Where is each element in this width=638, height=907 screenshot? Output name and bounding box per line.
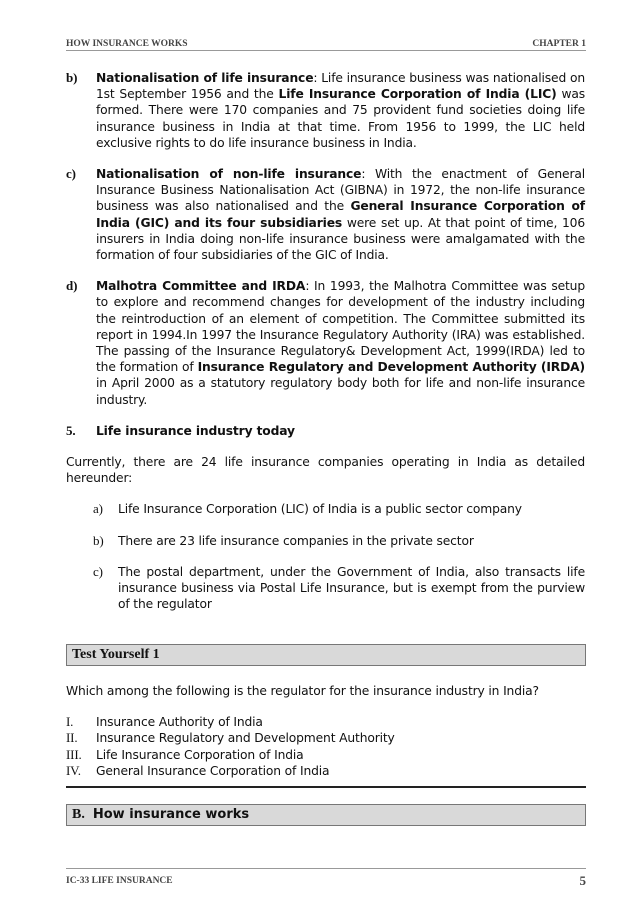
paragraph-text: were set up. At that point of time, 106 insurers in India doing non-life insurance business were amalgamated with the formation of four subsidiaries of the GIC of India. bbox=[96, 215, 586, 263]
answer-option bbox=[66, 763, 586, 779]
list-item bbox=[66, 533, 585, 549]
intro-paragraph: Currently, there are 24 life insurance companies operating in India as detailed hereunder: bbox=[66, 455, 585, 486]
paragraph-emphasis: General Insurance Corporation of India (GIC) and its four subsidiaries bbox=[96, 199, 585, 230]
option-marker: IV. bbox=[66, 763, 81, 779]
body-text bbox=[66, 70, 585, 627]
answer-option bbox=[66, 730, 586, 746]
paragraph-heading: Malhotra Committee and IRDA bbox=[96, 279, 306, 294]
paragraph-heading: Nationalisation of life insurance bbox=[96, 71, 314, 85]
answer-option bbox=[66, 714, 586, 730]
list-item bbox=[66, 501, 585, 517]
paragraph-text: : With the enactment of General Insurance Business Nationalisation Act (GIBNA) in 1972, the non-life insurance business was also nationalised and the bbox=[96, 167, 586, 214]
list-item-text: Life Insurance Corporation (LIC) of India is a public sector company bbox=[118, 502, 522, 517]
section-b-title: How insurance works bbox=[92, 807, 250, 822]
paragraph-marker: b) bbox=[66, 70, 78, 85]
header-title: HOW INSURANCE WORKS bbox=[66, 39, 188, 49]
footer-course: IC-33 LIFE INSURANCE bbox=[66, 876, 173, 886]
list-item-text: There are 23 life insurance companies in the private sector bbox=[118, 533, 474, 548]
answer-options bbox=[66, 714, 586, 780]
test-bottom-rule bbox=[66, 786, 586, 788]
paragraph-text: : Life insurance business was nationalised on 1st September 1956 and the bbox=[96, 71, 585, 102]
paragraph-d bbox=[66, 278, 585, 408]
list-marker: b) bbox=[93, 532, 104, 548]
paragraph-marker: c) bbox=[66, 166, 76, 182]
option-marker: III. bbox=[66, 746, 82, 762]
answer-option bbox=[66, 747, 586, 763]
list-marker: a) bbox=[93, 501, 103, 517]
test-yourself-box bbox=[66, 644, 586, 666]
option-marker: II. bbox=[66, 730, 78, 746]
option-text: Insurance Authority of India bbox=[96, 715, 263, 729]
list-item-text: The postal department, under the Government of India, also transacts life insurance business via Postal Life Insurance, but is exempt from the purview of the regulator bbox=[118, 564, 585, 612]
option-text: General Insurance Corporation of India bbox=[96, 764, 330, 779]
section-b-box bbox=[66, 804, 586, 826]
paragraph-text: in April 2000 as a statutory regulatory body both for life and non-life insurance industry. bbox=[96, 376, 585, 407]
paragraph-emphasis: Life Insurance Corporation of India (LIC) bbox=[278, 87, 557, 102]
page-number: 5 bbox=[579, 873, 586, 888]
page-header bbox=[66, 35, 586, 49]
option-text: Life Insurance Corporation of India bbox=[96, 747, 304, 762]
test-yourself-title: Test Yourself 1 bbox=[72, 647, 160, 662]
list-item bbox=[66, 564, 585, 613]
list-marker: c) bbox=[93, 563, 103, 579]
section-5-heading bbox=[66, 423, 585, 439]
paragraph-text: : In 1993, the Malhotra Committee was setup to explore and recommend changes for development of the industry including the reintroduction of an element of competition. The Committee submitted its report in 1994.In 1997 the Insurance Regulatory Authority (IRA) was established. The passing of the Insurance Regulatory& Development Act, 1999(IRDA) led to the formation of bbox=[96, 279, 585, 375]
section-title: Life insurance industry today bbox=[96, 423, 295, 438]
option-text: Insurance Regulatory and Development Authority bbox=[96, 731, 395, 746]
paragraph-c bbox=[66, 166, 585, 263]
header-chapter: CHAPTER 1 bbox=[532, 39, 586, 49]
section-number: 5. bbox=[66, 422, 76, 438]
paragraph-emphasis: Insurance Regulatory and Development Authority (IRDA) bbox=[197, 360, 585, 375]
paragraph-heading: Nationalisation of non-life insurance bbox=[96, 167, 362, 182]
option-marker: I. bbox=[66, 714, 74, 729]
paragraph-text: was formed. There were 170 companies and 75 provident fund societies doing life insurance business in India at that time. From 1956 to 1999, the LIC held exclusive rights to do life insurance business in India. bbox=[96, 87, 585, 150]
header-rule bbox=[66, 50, 586, 51]
page-footer bbox=[66, 872, 586, 890]
paragraph-b bbox=[66, 70, 585, 151]
footer-rule bbox=[66, 868, 586, 869]
paragraph-marker: d) bbox=[66, 278, 78, 294]
test-question: Which among the following is the regulator for the insurance industry in India? bbox=[66, 684, 539, 698]
section-b-marker: B. bbox=[72, 807, 85, 822]
